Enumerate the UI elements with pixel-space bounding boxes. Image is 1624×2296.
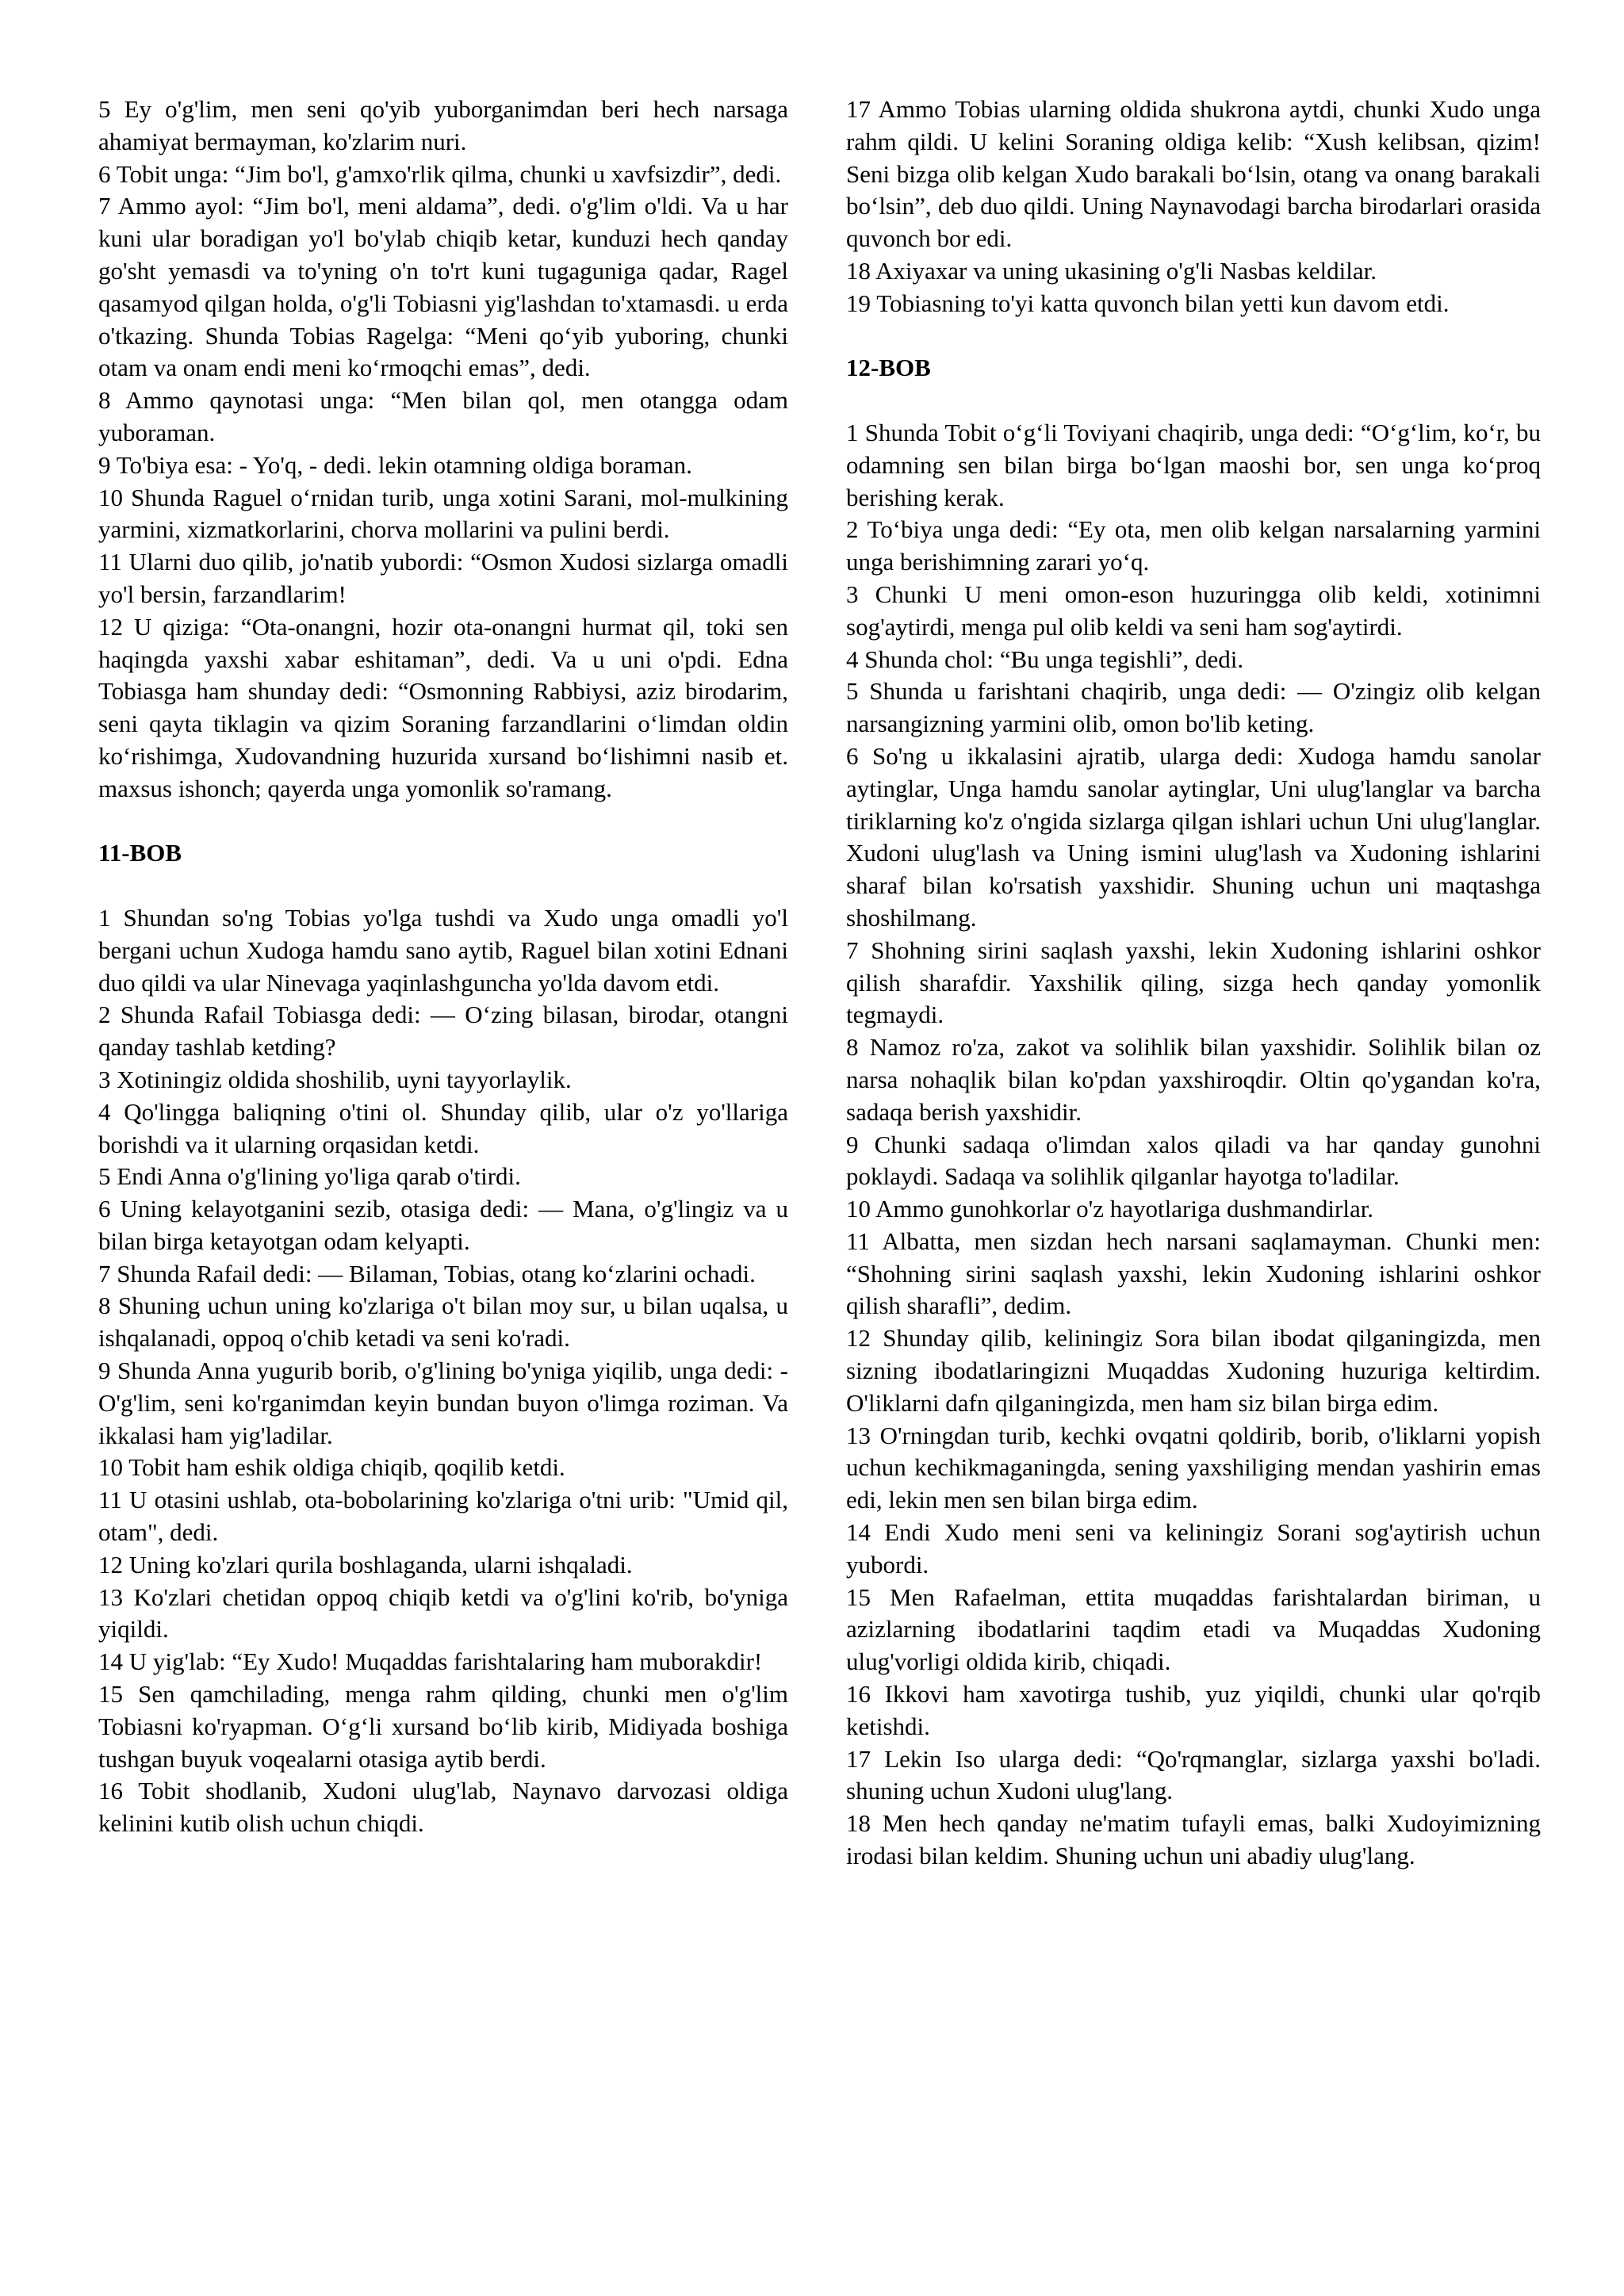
verse: 14 Endi Xudo meni seni va keliningiz Sorani sog'aytirish uchun yubordi. xyxy=(846,1518,1541,1578)
verse: 7 Shohning sirini saqlash yaxshi, lekin Xudoning ishlarini oshkor qilish sharafdir. Yaxshilik qiling, sizga hech qanday yomonlik tegmaydi. xyxy=(846,936,1541,1029)
verse: 6 Tobit unga: “Jim bo'l, g'amxo'rlik qilma, chunki u xavfsizdir”, dedi. xyxy=(98,159,782,188)
verse: 6 Uning kelayotganini sezib, otasiga dedi: — Mana, o'g'lingiz va u bilan birga ketayotgan odam kelyapti. xyxy=(98,1195,788,1255)
verse: 12 Uning ko'zlari qurila boshlaganda, ularni ishqaladi. xyxy=(98,1550,633,1578)
verse: 7 Shunda Rafail dedi: — Bilaman, Tobias, otang ko‘zlarini ochadi. xyxy=(98,1259,756,1288)
chapter-heading-12: 12-BOB xyxy=(846,354,931,382)
chapter-heading-11: 11-BOB xyxy=(98,839,182,867)
spacer xyxy=(846,320,1541,353)
verse: 2 Shunda Rafail Tobiasga dedi: — O‘zing bilasan, birodar, otangni qanday tashlab ketding? xyxy=(98,1001,788,1062)
verse: 17 Ammo Tobias ularning oldida shukrona aytdi, chunki Xudo unga rahm qildi. U kelini Soraning oldiga kelib: “Xush kelibsan, qizim! Seni bizga olib kelgan Xudo barakali bo‘lsin, otang va onang barakali bo‘lsin”, deb duo qildi. Uning Naynavodagi barcha birodarlari orasida quvonch bor edi. xyxy=(846,95,1541,253)
left-verses-bottom xyxy=(98,902,788,1840)
verse: 18 Men hech qanday ne'matim tufayli emas, balki Xudoyimizning irodasi bilan keldim. Shuning uchun uni abadiy ulug'lang. xyxy=(846,1809,1541,1870)
verse: 9 Chunki sadaqa o'limdan xalos qiladi va har qanday gunohni poklaydi. Sadaqa va solihlik qilganlar hayotga to'ladilar. xyxy=(846,1130,1541,1191)
verse: 11 Ularni duo qilib, jo'natib yubordi: “Osmon Xudosi sizlarga omadli yo'l bersin, farzandlarim! xyxy=(98,548,788,608)
verse: 2 To‘biya unga dedi: “Ey ota, men olib kelgan narsalarning yarmini unga berishimning zarari yo‘q. xyxy=(846,515,1541,576)
verse: 17 Lekin Iso ularga dedi: “Qo'rqmanglar, sizlarga yaxshi bo'ladi. shuning uchun Xudoni ulug'lang. xyxy=(846,1744,1541,1805)
right-verses-bottom xyxy=(846,417,1541,1873)
verse: 3 Chunki U meni omon-eson huzuringga olib keldi, xotinimni sog'aytirdi, menga pul olib keldi va seni ham sog'aytirdi. xyxy=(846,580,1541,641)
verse: 10 Ammo gunohkorlar o'z hayotlariga dushmandirlar. xyxy=(846,1195,1374,1223)
verse: 5 Ey o'g'lim, men seni qo'yib yuborganimdan beri hech narsaga ahamiyat bermayman, ko'zlarim nuri. xyxy=(98,95,788,155)
verse: 4 Shunda chol: “Bu unga tegishli”, dedi. xyxy=(846,645,1244,673)
spacer xyxy=(98,870,788,902)
verse: 10 Tobit ham eshik oldiga chiqib, qoqilib ketdi. xyxy=(98,1453,565,1482)
verse: 15 Sen qamchilading, menga rahm qilding, chunki men o'g'lim Tobiasni ko'ryapman. O‘g‘li xursand bo‘lib kirib, Midiyada boshiga tushgan buyuk voqealarni otasiga aytib berdi. xyxy=(98,1680,788,1773)
verse: 12 Shunday qilib, keliningiz Sora bilan ibodat qilganingizda, men sizning ibodatlaringizni Muqaddas Xudoning huzuriga keltirdim. O'liklarni dafn qilganingizda, men ham siz bilan birga edim. xyxy=(846,1324,1541,1417)
right-verses-top xyxy=(846,94,1541,320)
verse: 6 So'ng u ikkalasini ajratib, ularga dedi: Xudoga hamdu sanolar aytinglar, Unga hamdu sanolar aytinglar, Uni ulug'langlar va barcha tiriklarning ko'z o'ngida sizlarga qilgan ishlari uchun Uni ulug'langlar. Xudoni ulug'lash va Uning ismini ulug'lash va Xudoning ishlarini sharaf bilan ko'rsatish yaxshidir. Shuning uchun uni maqtashga shoshilmang. xyxy=(846,741,1541,932)
verse: 18 Axiyaxar va uning ukasining o'g'li Nasbas keldilar. xyxy=(846,256,1377,285)
verse: 4 Qo'lingga baliqning o'tini ol. Shunday qilib, ular o'z yo'llariga borishdi va it ularning orqasidan ketdi. xyxy=(98,1097,788,1158)
verse: 1 Shundan so'ng Tobias yo'lga tushdi va Xudo unga omadli yo'l bergani uchun Xudoga hamdu sano aytib, Raguel bilan xotini Ednani duo qildi va ular Ninevaga yaqinlashguncha yo'lda davom etdi. xyxy=(98,903,788,997)
verse: 7 Ammo ayol: “Jim bo'l, meni aldama”, dedi. o'g'lim o'ldi. Va u har kuni ular boradigan yo'l bo'ylab chiqib ketar, kunduzi hech qanday go'sht yemasdi va to'yning o'n to'rt kuni tugaguniga qadar, Ragel qasamyod qilgan holda, o'g'li Tobiasni yig'lashdan to'xtamasdi. u erda o'tkazing. Shunda Tobias Ragelga: “Meni qo‘yib yuboring, chunki otam va onam endi meni ko‘rmoqchi emas”, dedi. xyxy=(98,192,788,382)
verse: 15 Men Rafaelman, ettita muqaddas farishtalardan biriman, u azizlarning ibodatlarini taqdim etadi va Muqaddas Xudoning ulug'vorligi oldida kirib, chiqadi. xyxy=(846,1582,1541,1676)
verse: 10 Shunda Raguel o‘rnidan turib, unga xotini Sarani, mol-mulkining yarmini, xizmatkorlarini, chorva mollarini va pulini berdi. xyxy=(98,483,788,544)
verse: 8 Namoz ro'za, zakot va solihlik bilan yaxshidir. Solihlik bilan oz narsa nohaqlik bilan ko'pdan yaxshiroqdir. Oltin qo'ygandan ko'ra, sadaqa berish yaxshidir. xyxy=(846,1033,1541,1126)
left-verses-top xyxy=(98,94,788,806)
left-column xyxy=(98,94,788,1840)
verse: 13 O'rningdan turib, kechki ovqatni qoldirib, borib, o'liklarni yopish uchun kechikmaganingda, sening yaxshiliging mendan yashirin emas edi, lekin men sen bilan birga edim. xyxy=(846,1421,1541,1514)
verse: 11 Albatta, men sizdan hech narsani saqlamayman. Chunki men: “Shohning sirini saqlash yaxshi, lekin Xudoning ishlarini oshkor qilish sharafli”, dedim. xyxy=(846,1226,1541,1320)
verse: 19 Tobiasning to'yi katta quvonch bilan yetti kun davom etdi. xyxy=(846,289,1450,317)
verse: 13 Ko'zlari chetidan oppoq chiqib ketdi va o'g'lini ko'rib, bo'yniga yiqildi. xyxy=(98,1582,788,1644)
verse: 9 To'biya esa: - Yo'q, - dedi. lekin otamning oldiga boraman. xyxy=(98,450,692,479)
verse: 11 U otasini ushlab, ota-bobolarining ko'zlariga o'tni urib: "Umid qil, otam", dedi. xyxy=(98,1486,788,1547)
verse: 16 Ikkovi ham xavotirga tushib, yuz yiqildi, chunki ular qo'rqib ketishdi. xyxy=(846,1680,1541,1740)
verse: 5 Shunda u farishtani chaqirib, unga dedi: — O'zingiz olib kelgan narsangizning yarmini olib, omon bo'lib keting. xyxy=(846,677,1541,738)
spacer xyxy=(98,806,788,838)
verse: 9 Shunda Anna yugurib borib, o'g'lining bo'yniga yiqilib, unga dedi: - O'g'lim, seni ko'rganimdan keyin bundan buyon o'limga roziman. Va ikkalasi ham yig'ladilar. xyxy=(98,1357,788,1449)
right-column xyxy=(846,94,1541,1873)
verse: 5 Endi Anna o'g'lining yo'liga qarab o'tirdi. xyxy=(98,1162,521,1191)
verse: 1 Shunda Tobit o‘g‘li Toviyani chaqirib, unga dedi: “O‘g‘lim, ko‘r, bu odamning sen bilan birga bo‘lgan maoshi bor, sen unga ko‘proq berishing kerak. xyxy=(846,418,1541,511)
verse: 8 Shuning uchun uning ko'zlariga o't bilan moy sur, u bilan uqalsa, u ishqalanadi, oppoq o'chib ketadi va seni ko'radi. xyxy=(98,1292,788,1353)
verse: 3 Xotiningiz oldida shoshilib, uyni tayyorlaylik. xyxy=(98,1065,572,1093)
verse: 8 Ammo qaynotasi unga: “Men bilan qol, men otangga odam yuboraman. xyxy=(98,386,788,446)
verse: 12 U qiziga: “Ota-onangni, hozir ota-onangni hurmat qil, toki sen haqingda yaxshi xabar eshitaman”, dedi. Va u uni o'pdi. Edna Tobiasga ham shunday dedi: “Osmonning Rabbiysi, aziz birodarim, seni qayta tiklagin va qizim Soraning farzandlarini o‘limdan oldin ko‘rishimga, Xudovandning huzurida xursand bo‘lishimni nasib et. maxsus ishonch; qayerda unga yomonlik so'ramang. xyxy=(98,612,788,802)
spacer xyxy=(846,385,1541,417)
verse: 16 Tobit shodlanib, Xudoni ulug'lab, Naynavo darvozasi oldiga kelinini kutib olish uchun chiqdi. xyxy=(98,1777,788,1838)
verse: 14 U yig'lab: “Ey Xudo! Muqaddas farishtalaring ham muborakdir! xyxy=(98,1647,763,1676)
